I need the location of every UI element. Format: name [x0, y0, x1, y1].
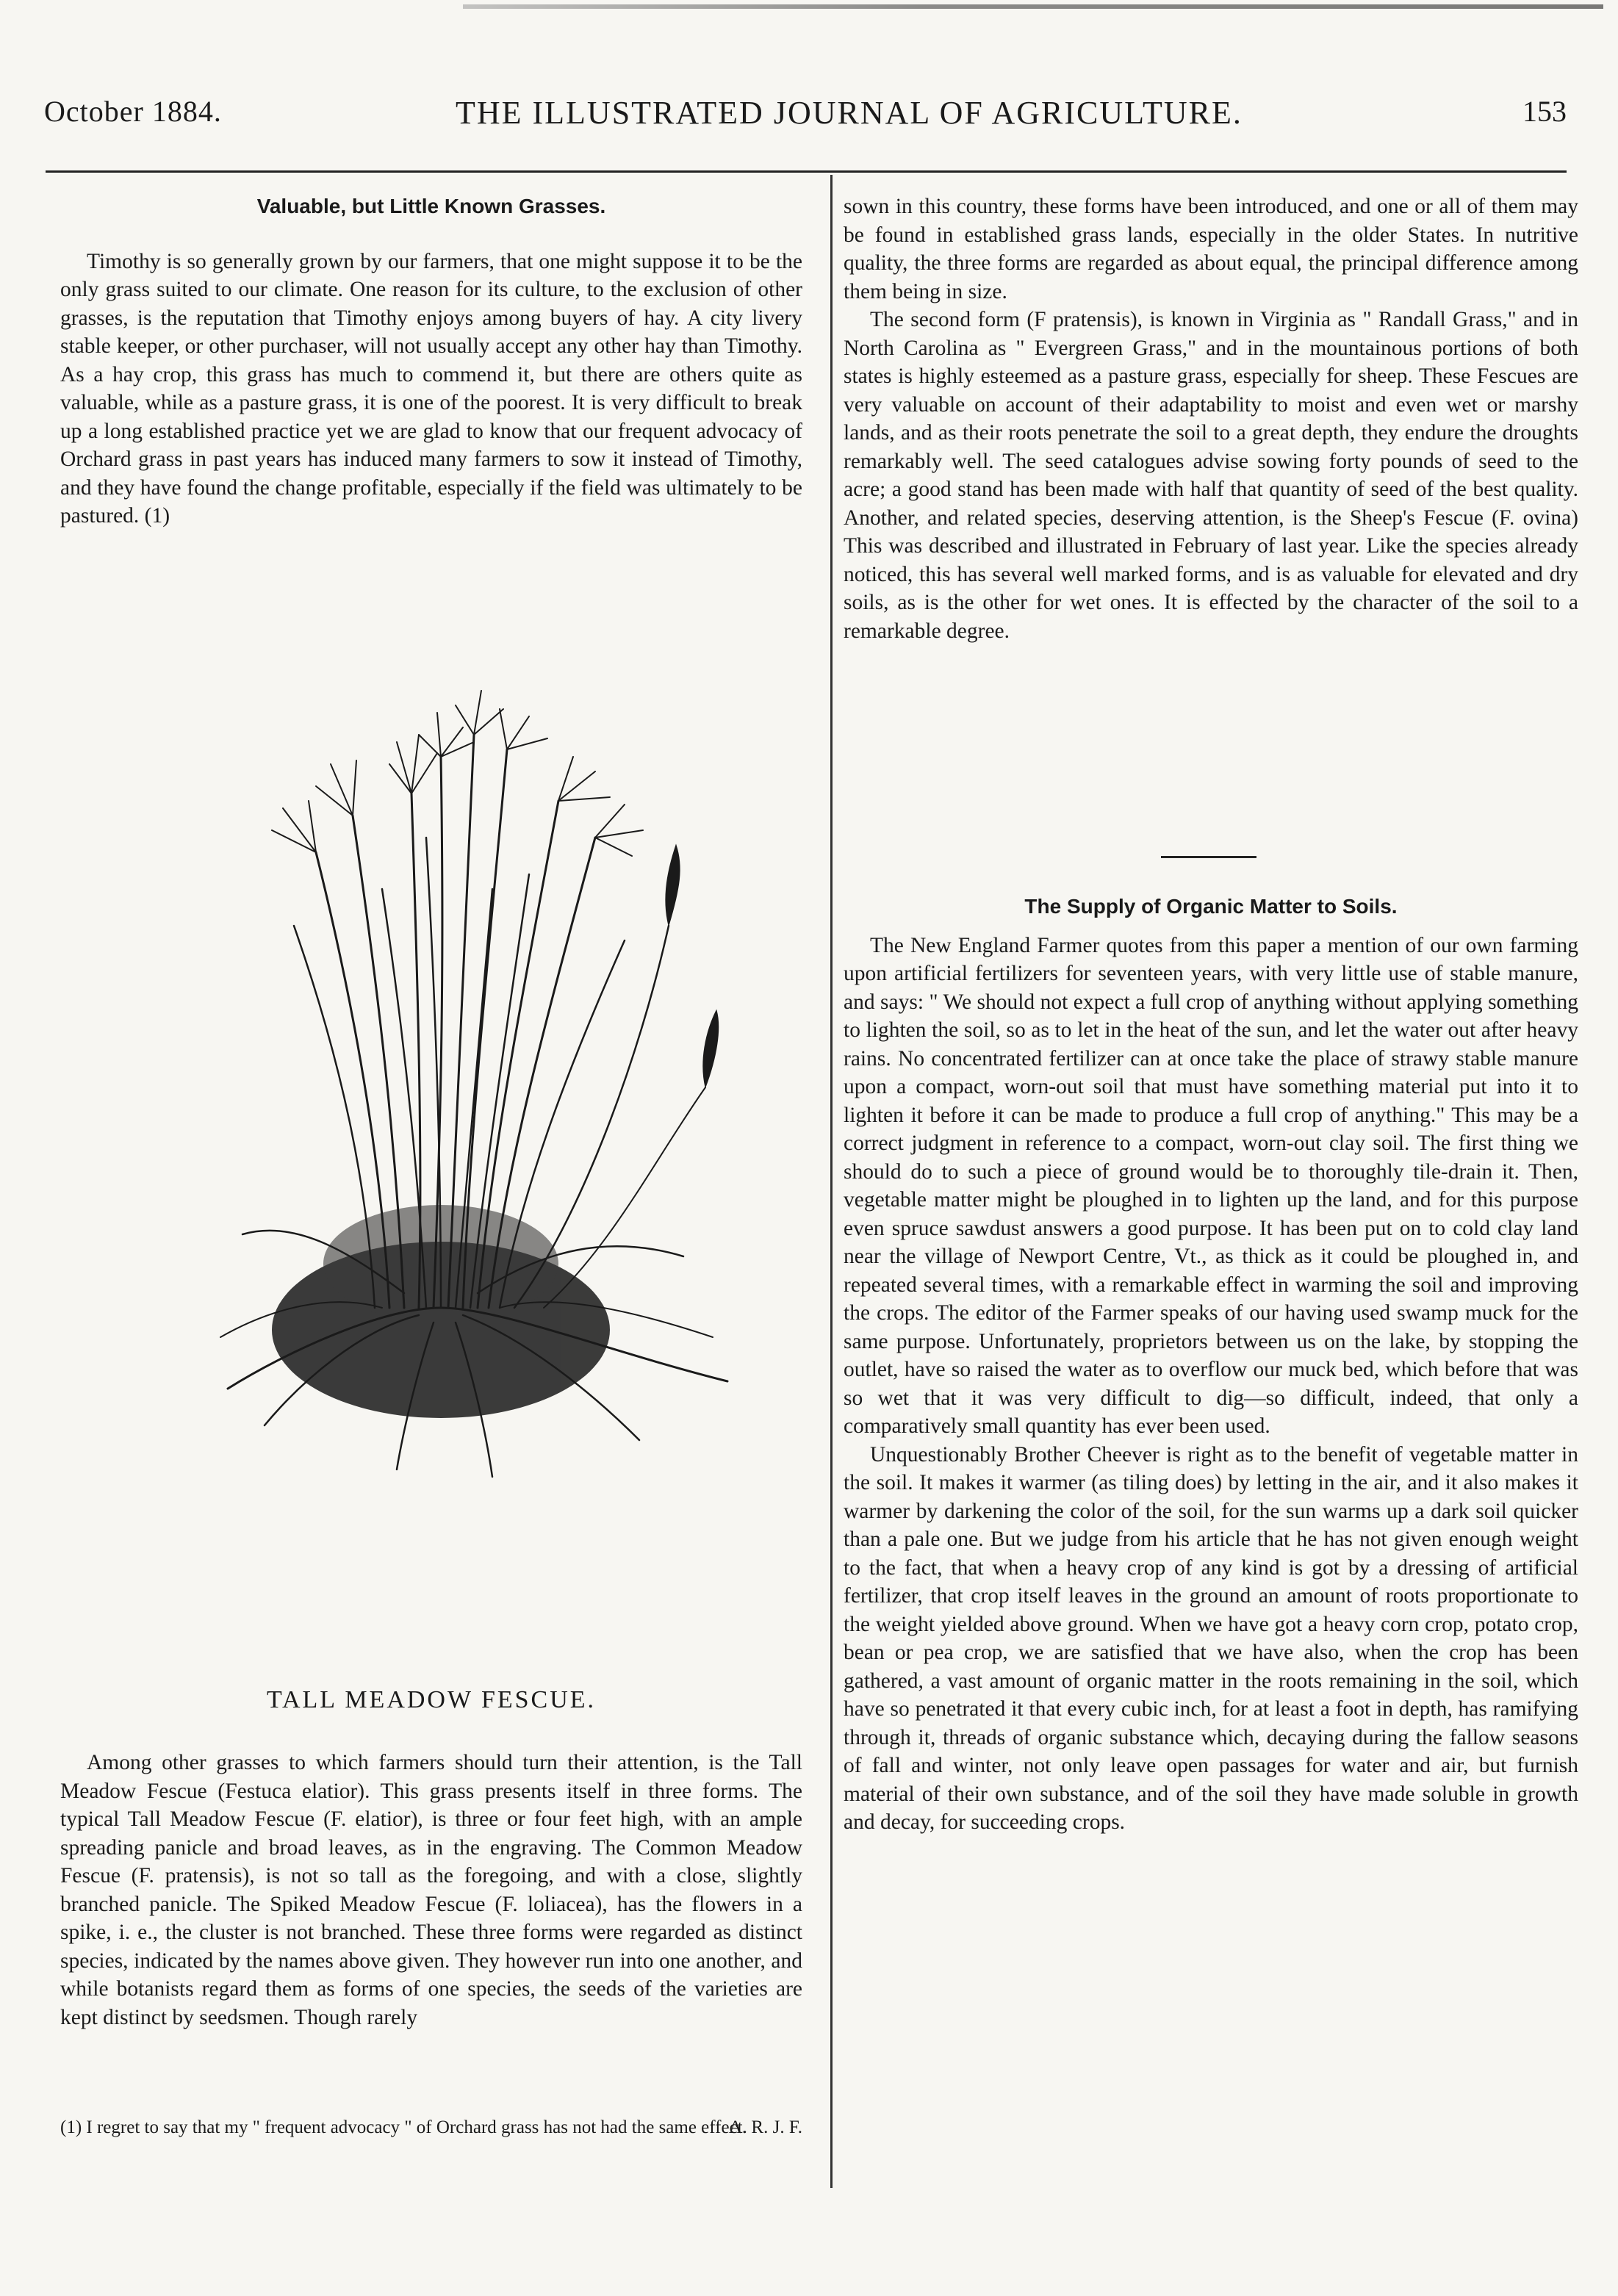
- paragraph-timothy: Timothy is so generally grown by our farmers, that one might suppose it to be the only grass suited to our climate. One reason for its culture, to the exclusion of other grasses, is the reputation that Timothy enjoys among buyers of hay. A city livery stable keeper, or other purchaser, will not usually accept any other hay than Timothy. As a hay crop, this grass has much to commend it, but there are others quite as valuable, while as a pasture grass, it is one of the poorest. It is very difficult to break up a long established practice yet we are glad to know that our frequent advocacy of Orchard grass in past years has induced many farmers to sow it instead of Timothy, and they have found the change profitable, especially if the field was ultimately to be pastured. (1): [60, 249, 802, 528]
- tall-meadow-fescue-engraving: [198, 647, 757, 1514]
- left-column-top: [60, 192, 802, 530]
- header-rule: [46, 170, 1567, 173]
- paragraph-cheever: Unquestionably Brother Cheever is right as to the benefit of vegetable matter in the soil. It makes it warmer (as tiling does) by letting in the air, and it also makes it warmer by darkening the color of the soil, for the sun warms up a dark soil quicker than a pale one. But we judge from his article that he has not given enough weight to the fact, that when a heavy crop of any kind is got by a dressing of artificial fertilizer, that crop itself leaves in the ground an amount of roots proportionate to the weight yielded above ground. When we have got a heavy corn crop, potato crop, bean or pea crop, we are satisfied that we have also, when the crop has been gathered, a vast amount of organic matter in the roots remaining in the soil, which have so penetrated it that every cubic inch, for at least a foot in depth, has ramifying through it, threads of organic substance which, decaying during the fallow seasons of fall and winter, not only leave open passages for water and air, but furnish material of their own substance, and of the soil they have made soluble in growth and decay, for succeeding crops.: [844, 1442, 1578, 1834]
- footnote-signature: A. R. J. F.: [728, 2117, 802, 2137]
- figure-caption: TALL MEADOW FESCUE.: [266, 1686, 597, 1713]
- column-divider: [830, 175, 833, 2188]
- journal-title: THE ILLUSTRATED JOURNAL OF AGRICULTURE.: [456, 95, 1243, 131]
- paragraph-fescue: Among other grasses to which farmers should turn their attention, is the Tall Meadow Fescue (Festuca elatior). This grass presents itself in three forms. The typical Tall Meadow Fescue (F. elatior), is three or four feet high, with an ample spreading panicle and broad leaves, as in the engraving. The Common Meadow Fescue (F. pratensis), is not so tall as the foregoing, and with a close, slightly branched panicle. The Spiked Meadow Fescue (F. loliacea), has the flowers in a spike, i. e., the cluster is not branched. These three forms were regarded as distinct species, indicated by the names above given. They however run into one another, and while botanists regard them as forms of one species, the seeds of the varieties are kept distinct by seedsmen. Though rarely: [60, 1751, 802, 2029]
- article-separator: [1161, 856, 1256, 858]
- page-number: 153: [1522, 95, 1567, 128]
- footnote-text: (1) I regret to say that my " frequent advocacy " of Orchard grass has not had the same effect.: [60, 2117, 747, 2137]
- article-heading-grasses: Valuable, but Little Known Grasses.: [256, 195, 606, 217]
- right-column-bottom: [844, 893, 1578, 1837]
- footnote: [60, 2116, 802, 2140]
- right-column-top: [844, 192, 1578, 645]
- article-heading-organic-matter: The Supply of Organic Matter to Soils.: [1024, 895, 1398, 918]
- paragraph-new-england-farmer: The New England Farmer quotes from this paper a mention of our own farming upon artificial fertilizers for seventeen years, with very little use of stable manure, and says: " We should not expect a full crop of anything without applying something to lighten the soil, so as to let in the heat of the sun, and let the water out after heavy rains. No concentrated fertilizer can at once take the place of strawy stable manure upon a compact, worn-out soil that must have something material put into it to lighten it before it can be made to produce a full crop of anything." This may be a correct judgment in reference to a compact, worn-out clay soil. The first thing we should do to such a piece of ground would be to thoroughly tile-drain it. Then, vegetable matter might be ploughed in to lighten up the land, and for this purpose even spruce sawdust answers a good purpose. It has been put on to cold clay land near the village of Newport Centre, Vt., as thick as it could be ploughed in, and repeated several times, with a remarkable effect in warming the soil and improving the crops. The editor of the Farmer speaks of our having used swamp muck for the same purpose. Unfortunately, proprietors between us on the lake, by stopping the outlet, have so raised the water as to overflow our muck bed, which before that was so wet that it was very difficult to dig—so difficult, indeed, that only a comparatively small quantity has ever been used.: [844, 933, 1578, 1438]
- scan-edge-line: [463, 4, 1603, 9]
- paragraph-continued: sown in this country, these forms have been introduced, and one or all of them may be found in established grass lands, especially in the older States. In nutritive quality, the three forms are regarded as about equal, the principal difference among them being in size.: [844, 195, 1578, 303]
- paragraph-second-form: The second form (F pratensis), is known in Virginia as " Randall Grass," and in North Carolina as " Evergreen Grass," and in the mountainous portions of both states is highly esteemed as a pasture grass, especially for sheep. These Fescues are very valuable on account of their adaptability to moist and even wet or marshy lands, and as their roots penetrate the soil to a great depth, they endure the droughts remarkably well. The seed catalogues advise sowing forty pounds of seed to the acre; a good stand has been made with half that quantity of seed of the best quality. Another, and related species, deserving attention, is the Sheep's Fescue (F. ovina) This was described and illustrated in February of last year. Like the species already noticed, this has several well marked forms, and is as valuable for elevated and dry soils, as is the other for wet ones. It is effected by the character of the soil to a remarkable degree.: [844, 308, 1578, 643]
- page-header: [44, 94, 1567, 138]
- issue-date: October 1884.: [44, 95, 222, 128]
- left-column-bottom: [60, 1749, 802, 2032]
